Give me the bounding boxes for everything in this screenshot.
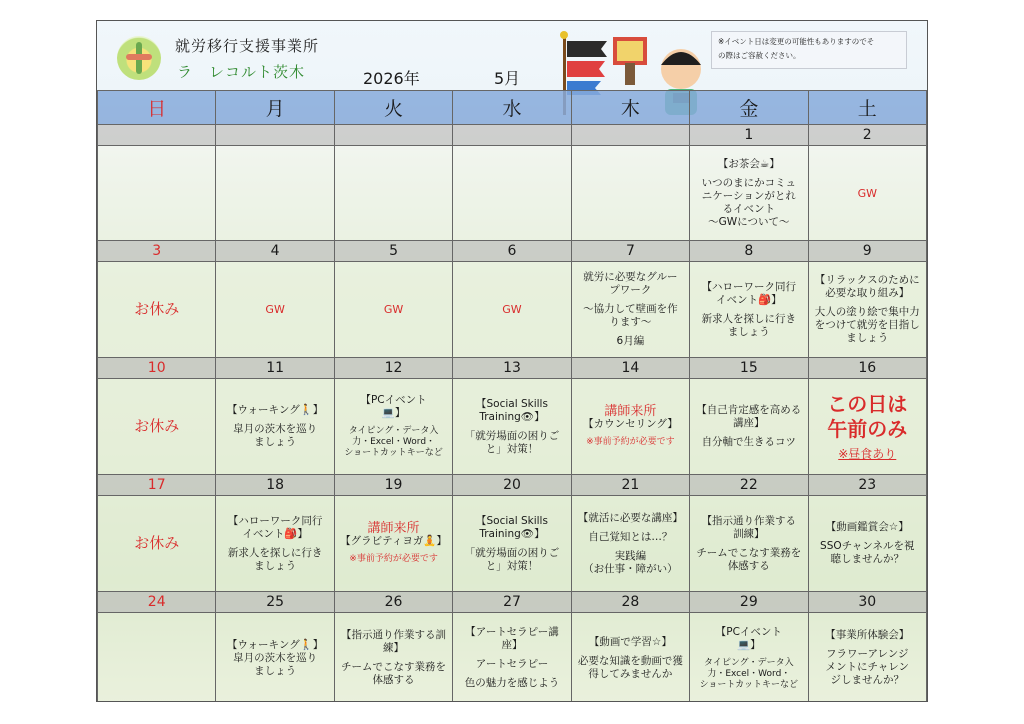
event-text-line: 皐月の茨木を巡り [233,423,318,435]
event-cell-tue [334,613,452,703]
event-cell-mon [216,496,334,592]
event-cell-fri [690,146,808,241]
event-text-line: 【就活に必要な講座】 [577,511,683,524]
event-text-line: 【グラビティヨガ🧘】 [340,535,447,547]
calendar-year: 2026年 [363,69,420,88]
date-cell-wed [453,125,571,146]
event-text-line: 大人の塗り絵で集中力 [814,306,920,318]
event-text-line: ショートカットキーなど [699,679,799,690]
event-cell-sun [98,262,216,358]
date-cell-thu: 14 [571,358,689,379]
event-text-line: るイベント [722,202,776,215]
event-text-line: 【アートセラピー講 [465,626,559,638]
date-cell-mon: 25 [216,592,334,613]
event-cell-mon [216,146,334,241]
date-cell-sun [98,125,216,146]
event-text-line: 6月編 [616,335,645,347]
date-cell-thu [571,125,689,146]
event-text-line: 講師来所 [604,404,657,419]
date-cell-fri: 8 [690,241,808,262]
event-text-line: 💻】 [381,407,406,419]
org-name: 就労移行支援事業所 [175,37,320,55]
event-text-line: 【自己肯定感を高める [696,404,802,416]
event-text-line: この日は [827,392,908,416]
event-text-line: 新求人を探しに行き [701,312,797,325]
event-text-line: お休み [134,534,180,552]
event-text-line: 就労に必要なグルー [583,271,678,283]
date-cell-tue: 12 [334,358,452,379]
date-row [98,125,927,146]
event-text-line: ましょう [254,664,297,677]
event-text-line: 午前のみ [827,417,908,441]
event-cell-mon [216,613,334,703]
event-cell-sat [808,262,926,358]
event-cell-sat [808,379,926,475]
event-text-line: 講師来所 [367,521,420,536]
event-cell-thu [571,146,689,241]
calendar-grid [97,90,927,702]
date-row [98,358,927,379]
event-text-line: ショートカットキーなど [344,448,443,458]
weekday-header-row [98,91,927,125]
event-cell-sun [98,379,216,475]
event-text-line: 【動画で学習☆】 [588,635,672,648]
event-cell-sat [808,496,926,592]
weekday-wed: 水 [453,91,571,125]
event-text-line: 力・Excel・Word・ [352,437,436,447]
event-text-line: 💻】 [737,638,761,651]
date-cell-fri: 22 [690,475,808,496]
calendar-sheet [96,20,928,702]
weekday-thu: 木 [571,91,689,125]
date-cell-fri: 1 [690,125,808,146]
date-cell-tue [334,125,452,146]
date-cell-thu: 28 [571,592,689,613]
date-cell-mon: 4 [216,241,334,262]
event-text-line: 【ウォーキング🚶】 [226,638,324,651]
event-cell-thu [571,496,689,592]
date-cell-sat: 2 [808,125,926,146]
event-cell-sun [98,613,216,703]
event-row [98,613,927,703]
event-cell-fri [690,262,808,358]
event-text-line: 「就労場面の困りご [464,546,560,559]
event-text-line: 【事業所体験会】 [825,629,910,641]
date-cell-tue: 19 [334,475,452,496]
event-text-line: 力・Excel・Word・ [707,668,791,679]
event-text-line: ジしませんか？ [830,674,905,686]
event-text-line: 【指示通り作業する訓 [341,629,447,641]
event-cell-thu [571,379,689,475]
event-text-line: タイピング・データ入 [704,657,794,668]
event-text-line: 得してみませんか [588,667,673,680]
event-row [98,262,927,358]
date-cell-sat: 16 [808,358,926,379]
event-text-line: フラワーアレンジ [826,648,909,660]
event-change-notice: ※イベント日は変更の可能性もありますのでそ の際はご容赦ください。 [711,31,907,69]
event-text-line: ※事前予約が必要です [349,554,438,564]
event-cell-mon [216,262,334,358]
event-text-line: と」対策！ [485,442,539,455]
event-text-line: 【PCイベント [715,625,782,638]
weekday-sat: 土 [808,91,926,125]
event-cell-tue [334,146,452,241]
event-text-line: ましょう [254,559,297,572]
event-text-line: ましょう [846,332,889,344]
date-row [98,475,927,496]
clover-logo-icon [117,36,161,80]
event-text-line: 練】 [383,642,405,654]
event-text-line: 【Social Skills [476,397,548,410]
event-text-line: 皐月の茨木を巡り [233,651,318,664]
event-row [98,379,927,475]
event-text-line: （お仕事・障がい） [583,562,678,575]
date-row [98,241,927,262]
event-cell-fri [690,496,808,592]
date-cell-fri: 15 [690,358,808,379]
event-text-line: 講座】 [733,417,765,429]
event-text-line: 自分軸で生きるコツ [701,436,797,448]
weekday-mon: 月 [216,91,334,125]
event-cell-mon [216,379,334,475]
event-text-line: 【指示通り作業する [701,514,797,527]
event-text-line: 【ハローワーク同行 [227,514,323,527]
event-text-line: 座】 [501,639,523,651]
event-text-line: 訓練】 [733,527,765,540]
event-cell-tue [334,262,452,358]
date-cell-thu: 21 [571,475,689,496]
event-text-line: ましょう [727,325,770,338]
date-cell-sat: 23 [808,475,926,496]
event-cell-wed [453,262,571,358]
event-text-line: お休み [134,300,180,318]
event-text-line: と」対策！ [485,559,539,572]
event-text-line: 色の魅力を感じよう [464,677,560,689]
weekday-fri: 金 [690,91,808,125]
event-text-line: ります～ [609,316,652,328]
event-row [98,496,927,592]
date-cell-sat: 30 [808,592,926,613]
event-cell-fri [690,613,808,703]
event-text-line: チームでこなす業務を [696,546,802,559]
event-text-line: プワーク [609,284,652,296]
event-text-line: をつけて就労を目指し [814,319,920,331]
event-text-line: GW [265,303,285,316]
event-text-line: 【ハローワーク同行 [701,280,797,293]
event-text-line: 実践編 [614,549,647,562]
event-text-line: Training👁】 [479,527,545,540]
event-cell-fri [690,379,808,475]
calendar-month: 5月 [494,69,521,88]
event-text-line: ましょう [254,436,297,448]
event-text-line: GW [502,303,522,316]
date-cell-wed: 13 [453,358,571,379]
event-text-line: メントにチャレン [825,661,909,673]
event-text-line: イベント🎒】 [716,293,782,306]
event-cell-tue [334,379,452,475]
event-text-line: 聴しませんか？ [830,553,905,565]
event-text-line: アートセラピー [475,658,549,670]
event-row [98,146,927,241]
event-text-line: 「就労場面の困りご [464,429,560,442]
date-cell-wed: 20 [453,475,571,496]
event-text-line: 【カウンセリング】 [583,418,678,430]
date-cell-mon: 18 [216,475,334,496]
date-cell-tue: 26 [334,592,452,613]
event-text-line: 【ウォーキング🚶】 [226,404,324,416]
date-cell-wed: 27 [453,592,571,613]
event-cell-wed [453,146,571,241]
weekday-tue: 火 [334,91,452,125]
event-text-line: ※昼食あり [838,447,897,461]
event-text-line: 【Social Skills [476,514,548,527]
date-cell-mon [216,125,334,146]
event-text-line: 必要な知識を動画で獲 [577,654,683,667]
event-text-line: GW [857,186,877,200]
event-cell-sat [808,613,926,703]
date-cell-sat: 9 [808,241,926,262]
event-text-line: 【PCイベント [360,394,427,406]
date-cell-mon: 11 [216,358,334,379]
event-text-line: ～GWについて～ [708,215,790,228]
event-text-line: Training👁】 [479,410,545,423]
event-text-line: いつのまにかコミュ [701,176,796,189]
event-cell-thu [571,262,689,358]
event-text-line: ニケーションがとれ [701,189,796,202]
date-cell-thu: 7 [571,241,689,262]
date-cell-sun: 3 [98,241,216,262]
event-cell-wed [453,613,571,703]
event-text-line: 【リラックスのために [814,274,920,286]
event-text-line: チームでこなす業務を [341,661,447,673]
event-text-line: イベント🎒】 [242,527,308,540]
event-text-line: 自己覚知とは…？ [588,530,673,543]
event-text-line: 体感する [372,674,415,686]
date-cell-sun: 10 [98,358,216,379]
event-cell-wed [453,496,571,592]
event-cell-sun [98,146,216,241]
event-cell-thu [571,613,689,703]
event-text-line: GW [383,303,404,316]
date-cell-fri: 29 [690,592,808,613]
event-text-line: ～協力して壁画を作 [583,303,678,315]
event-text-line: 必要な取り組み】 [825,287,910,299]
weekday-sun: 日 [98,91,216,125]
office-name: ラ レコルト茨木 [177,63,306,81]
event-text-line: 【動画鑑賞会☆】 [825,521,909,533]
event-text-line: 新求人を探しに行き [227,546,323,559]
date-cell-wed: 6 [453,241,571,262]
date-row [98,592,927,613]
calendar-header [97,21,927,91]
event-cell-sun [98,496,216,592]
event-text-line: SSOチャンネルを視 [820,540,915,552]
event-text-line: 【お茶会☕】 [717,157,780,170]
event-cell-wed [453,379,571,475]
event-text-line: お休み [134,417,180,435]
event-cell-sat [808,146,926,241]
date-cell-tue: 5 [334,241,452,262]
event-text-line: タイピング・データ入 [348,426,439,436]
event-text-line: ※事前予約が必要です [586,437,675,447]
event-cell-tue [334,496,452,592]
date-cell-sun: 17 [98,475,216,496]
event-text-line: 体感する [727,559,770,572]
date-cell-sun: 24 [98,592,216,613]
